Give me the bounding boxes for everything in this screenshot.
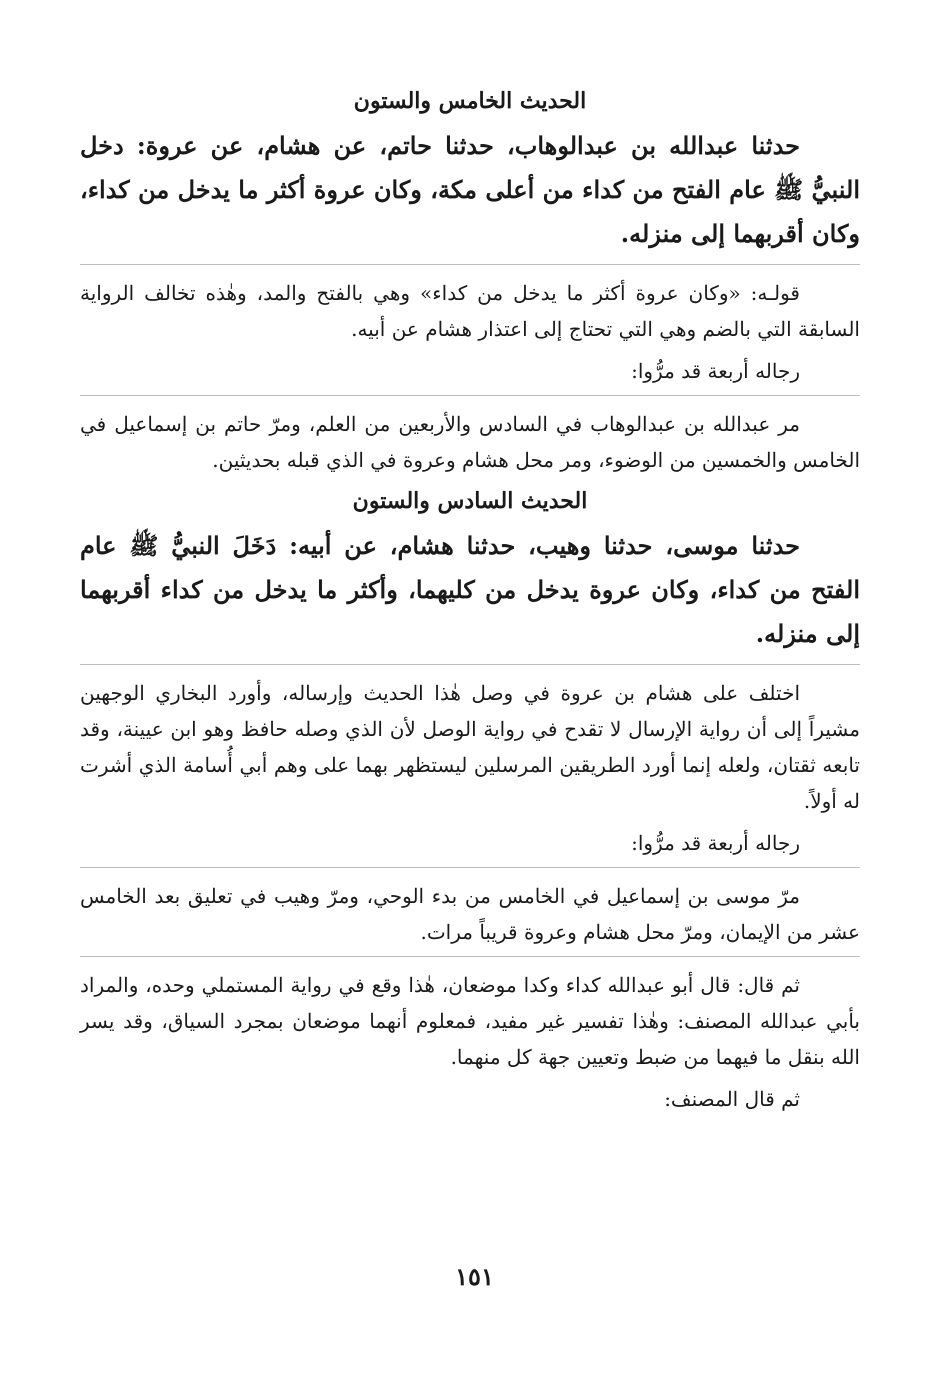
hadith-66-text: حدثنا موسى، حدثنا وهيب، حدثنا هشام، عن أبيه: دَخَلَ النبيُّ ﷺ عام الفتح من كداء، وكان عروة يدخل من كليهما، وأكثر ما يدخل من كداء أقربهما إلى منزله. xyxy=(80,531,860,648)
narrators-paragraph: مرّ موسى بن إسماعيل في الخامس من بدء الوحي، ومرّ وهيب في تعليق بعد الخامس عشر من الإيمان، ومرّ محل هشام وعروة قريباً مرات. xyxy=(80,884,860,944)
hadith-66-heading: الحديث السادس والستون xyxy=(352,488,588,514)
separator-line xyxy=(80,264,860,265)
separator-line xyxy=(80,956,860,957)
page-number: ١٥١ xyxy=(455,1262,494,1291)
commentary-paragraph: اختلف على هشام بن عروة في وصل هٰذا الحديث وإرساله، وأورد البخاري الوجهين مشيراً إلى أن رواية الإرسال لا تقدح في رواية الوصل لأن الذي وصله حافظ وهو ابن عيينة، وقد تابعه ثقتان، ولعله إنما أورد الطريقين المرسلين ليستظهر بهما على وهم أبي أُسامة الذي أشرت له أولاً. xyxy=(80,681,860,813)
commentary-paragraph: قولـه: «وكان عروة أكثر ما يدخل من كداء» وهي بالفتح والمد، وهٰذه تخالف الرواية السابقة التي بالضم وهي التي تحتاج إلى اعتذار هشام عن أبيه. xyxy=(80,281,860,341)
hadith-65-heading: الحديث الخامس والستون xyxy=(353,88,587,114)
page-body xyxy=(80,80,860,1123)
separator-line xyxy=(80,867,860,868)
narrators-paragraph: مر عبدالله بن عبدالوهاب في السادس والأربعين من العلم، ومرّ حاتم بن إسماعيل في الخامس والخمسين من الوضوء، ومر محل هشام وعروة في الذي قبله بحديثين. xyxy=(80,412,860,472)
separator-line xyxy=(80,664,860,665)
hadith-65-text: حدثنا عبدالله بن عبدالوهاب، حدثنا حاتم، عن هشام، عن عروة: دخل النبيُّ ﷺ عام الفتح من كداء من أعلى مكة، وكان عروة أكثر ما يدخل من كداء، وكان أقربهما إلى منزله. xyxy=(80,131,860,248)
closing-line: ثم قال المصنف: xyxy=(664,1087,800,1111)
commentary-paragraph: ثم قال: قال أبو عبدالله كداء وكدا موضعان، هٰذا وقع في رواية المستملي وحده، والمراد بأبي عبدالله المصنف: وهٰذا تفسير غير مفيد، فمعلوم أنهما موضعان بمجرد السياق، وقد يسر الله بنقل ما فيهما من ضبط وتعيين جهة كل منهما. xyxy=(80,973,860,1069)
narrators-heading: رجاله أربعة قد مرُّوا: xyxy=(631,359,800,383)
narrators-heading: رجاله أربعة قد مرُّوا: xyxy=(631,831,800,855)
separator-line xyxy=(80,395,860,396)
